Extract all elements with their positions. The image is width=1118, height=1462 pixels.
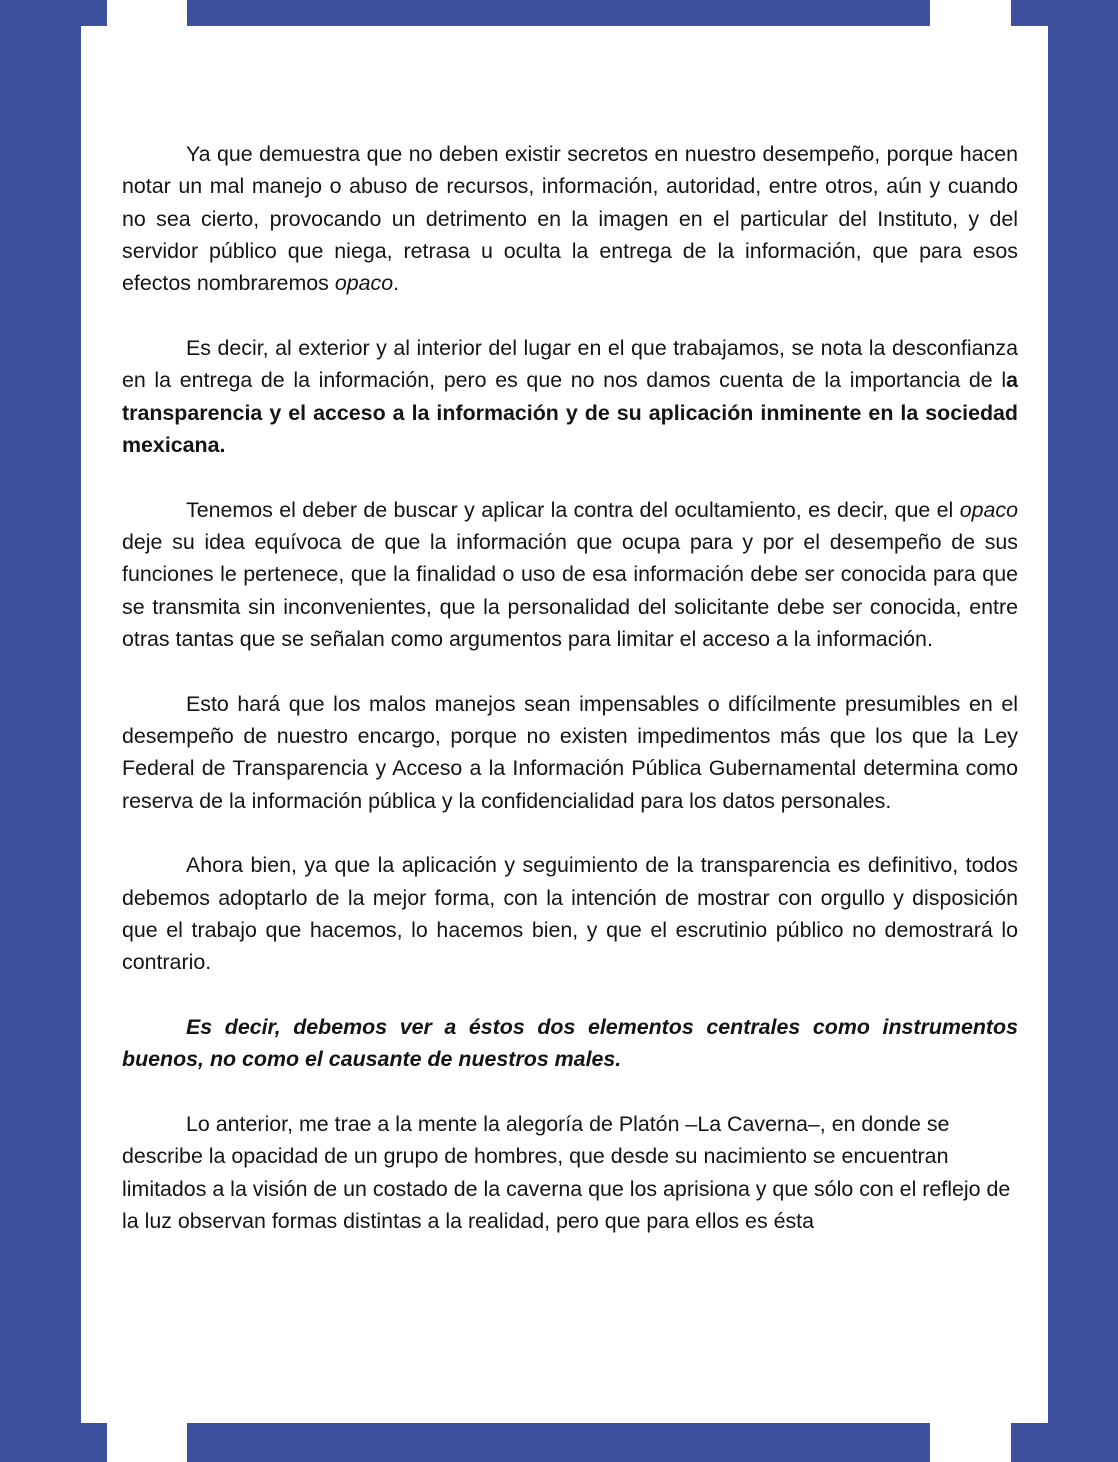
text-span: deje su idea equívoca de que la información que ocupa para y por el desempeño de sus funciones le pertenece, que la finalidad o uso de esa información debe ser conocida para que se transmita sin inconvenientes, que la personalidad del solicitante debe ser conocida, entre otras tantas que se señalan como argumentos para limitar el acceso a la información. — [122, 529, 1018, 651]
paragraph-4 — [122, 688, 1018, 817]
paragraph-1 — [122, 138, 1018, 299]
text-span: . — [393, 271, 400, 296]
text-span: Esto hará que los malos manejos sean impensables o difícilmente presumibles en el desempeño de nuestro encargo, porque no existen impedimentos más que los que la Ley Federal de Transparencia y Acceso a la Información Pública Gubernamental determina como reserva de la información pública y la confidencialidad para los datos personales. — [122, 691, 1018, 813]
frame-notch-bottom-left — [107, 1423, 187, 1462]
paragraph-7 — [122, 1108, 1018, 1237]
paragraph-5 — [122, 849, 1018, 978]
text-span: Tenemos el deber de buscar y aplicar la contra del ocultamiento, es decir, que el — [186, 497, 960, 522]
frame-notch-top-left — [107, 0, 187, 26]
text-span: Lo anterior, me trae a la mente la alegoría de Platón –La Caverna–, en donde se describe la opacidad de un grupo de hombres, que desde su nacimiento se encuentran limitados a la visión de un costado de la caverna que los aprisiona y que sólo con el reflejo de la luz observan formas distintas a la realidad, pero que para ellos es ésta — [122, 1112, 1011, 1234]
italic-term: opaco — [959, 497, 1018, 522]
frame-notch-top-right — [930, 0, 1011, 26]
paragraph-3 — [122, 494, 1018, 655]
frame-notch-bottom-right — [930, 1423, 1011, 1462]
bold-emphasis: a transparencia y el acceso a la información y de su aplicación inminente en la sociedad mexicana. — [122, 368, 1018, 457]
text-span: Ahora bien, ya que la aplicación y seguimiento de la transparencia es definitivo, todos debemos adoptarlo de la mejor forma, con la intención de mostrar con orgullo y disposición que el trabajo que hacemos, lo hacemos bien, y que el escrutinio público no demostrará lo contrario. — [122, 853, 1018, 975]
paragraph-2 — [122, 332, 1018, 461]
bold-italic-statement: Es decir, debemos ver a éstos dos elementos centrales como instrumentos buenos, no como el causante de nuestros males. — [122, 1015, 1018, 1072]
text-span: Es decir, al exterior y al interior del lugar en el que trabajamos, se nota la desconfianza en la entrega de la información, pero es que no nos damos cuenta de la importancia de l — [122, 335, 1018, 393]
italic-term: opaco — [334, 271, 394, 296]
document-body — [122, 138, 1018, 1270]
paragraph-6 — [122, 1011, 1018, 1076]
text-span: Ya que demuestra que no deben existir secretos en nuestro desempeño, porque hacen notar un mal manejo o abuso de recursos, información, autoridad, entre otros, aún y cuando no sea cierto, provocando un detrimento en la imagen en el particular del Instituto, y del servidor público que niega, retrasa u oculta la entrega de la información, que para esos efectos nombraremos — [122, 142, 1018, 296]
